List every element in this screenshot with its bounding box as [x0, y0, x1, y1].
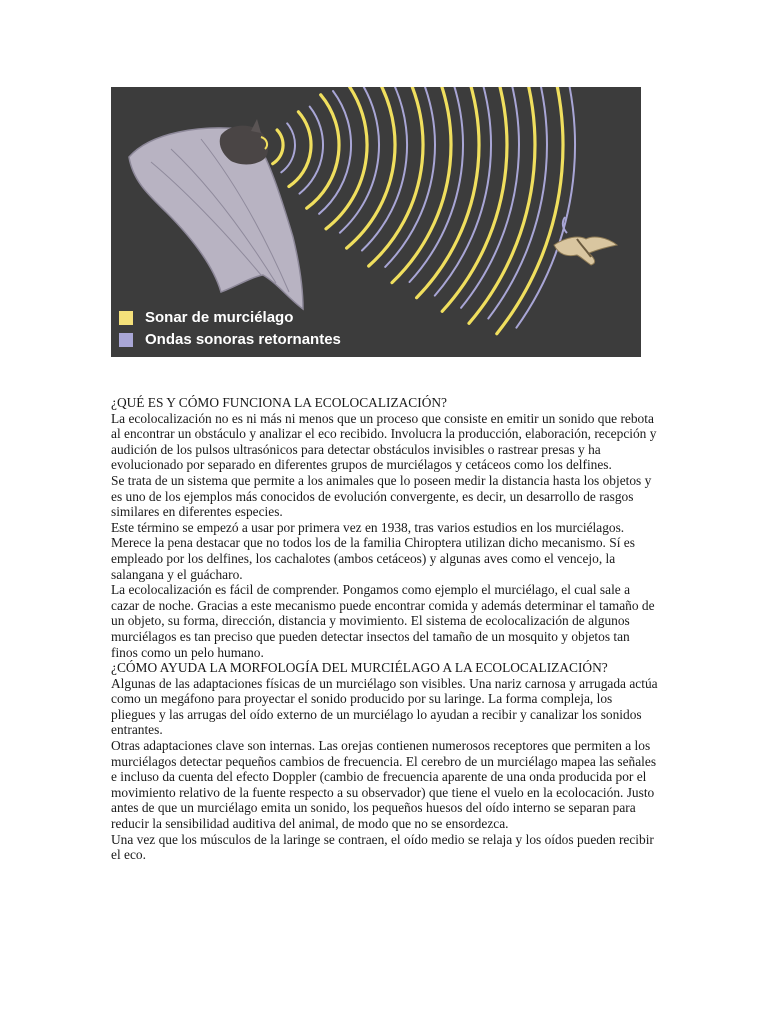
legend-item-sonar: [119, 309, 419, 326]
moth-illustration: [554, 217, 617, 265]
paragraph: La ecolocalización no es ni más ni menos que un proceso que consiste en emitir un sonido que rebota al encontrar un obstáculo y analizar el eco recibido. Involucra la producción, elaboración, recepción y audición de los pulsos ultrasónicos para detectar obstáculos invisibles o rastrear presas y ha evolucionado por separado en diferentes grupos de murciélagos y cetáceos como los delfines.: [111, 410, 657, 473]
section-heading: ¿QUÉ ES Y CÓMO FUNCIONA LA ECOLOCALIZACIÓN?: [111, 395, 447, 410]
legend-label-sonar: Sonar de murciélago: [145, 309, 294, 326]
sonar-wave-arc: [289, 112, 311, 187]
paragraph: Este término se empezó a usar por primera vez en 1938, tras varios estudios en los murciélagos. Merece la pena destacar que no todos los de la familia Chiroptera utilizan dicho mecanismo. Sí es empleado por los delfines, los cachalotes (ambos cetáceos) y algunas aves como el vencejo, la salangana y el guácharo.: [111, 519, 635, 582]
paragraph: Algunas de las adaptaciones físicas de un murciélago son visibles. Una nariz carnosa y arrugada actúa como un megáfono para proyectar el sonido producido por su laringe. La forma compleja, los pliegues y las arrugas del oído externo de un murciélago lo ayudan a recibir y canalizar los sonidos entrantes.: [111, 675, 658, 738]
sonar-wave-arc: [369, 87, 423, 266]
legend-label-return: Ondas sonoras retornantes: [145, 331, 341, 348]
sound-waves: [273, 87, 575, 334]
document-body: [111, 395, 659, 863]
bat-wing: [129, 128, 303, 309]
bat-ear: [251, 119, 261, 133]
bat-illustration: [129, 119, 303, 309]
paragraph: Otras adaptaciones clave son internas. Las orejas contienen numerosos receptores que permiten a los murciélagos detectar pequeños cambios de frecuencia. El cerebro de un murciélago mapea las señales e incluso da cuenta del efecto Doppler (cambio de frecuencia aparente de una onda producida por el movimiento relativo de la fuente respecto a su observador) que tiene el vuelo en la ecolocación. Justo antes de que un murciélago emita un sonido, los pequeños huesos del oído interno se separan para reducir la sensibilidad auditiva del animal, de modo que no se ensordezca.: [111, 738, 657, 832]
sonar-wave-arc: [273, 130, 283, 164]
paragraph: Se trata de un sistema que permite a los animales que lo poseen medir la distancia hasta los objetos y es uno de los ejemplos más conocidos de evolución convergente, es decir, un desarrollo de rasgos similares en diferentes especies.: [111, 472, 652, 520]
legend-swatch-return: [119, 333, 133, 347]
sonar-wave-arc: [347, 87, 395, 248]
return-wave-arc: [319, 91, 351, 214]
echolocation-figure: [111, 87, 641, 357]
section-heading: ¿CÓMO AYUDA LA MORFOLOGÍA DEL MURCIÉLAGO A LA ECOLOCALIZACIÓN?: [111, 660, 608, 676]
paragraph: La ecolocalización es fácil de comprender. Pongamos como ejemplo el murciélago, el cual sale a cazar de noche. Gracias a este mecanismo puede encontrar comida y además determinar el tamaño de un objeto, su forma, dirección, distancia y movimiento. El sistema de ecolocalización de algunos murciélagos es tan preciso que pueden detectar insectos del tamaño de un mosquito y objetos tan finos como un pelo humano.: [111, 582, 655, 660]
legend-swatch-sonar: [119, 311, 133, 325]
legend-item-return: [119, 331, 419, 348]
paragraph: Una vez que los músculos de la laringe se contraen, el oído medio se relaja y los oídos pueden recibir el eco.: [111, 831, 654, 863]
sonar-wave-arc: [442, 87, 507, 311]
